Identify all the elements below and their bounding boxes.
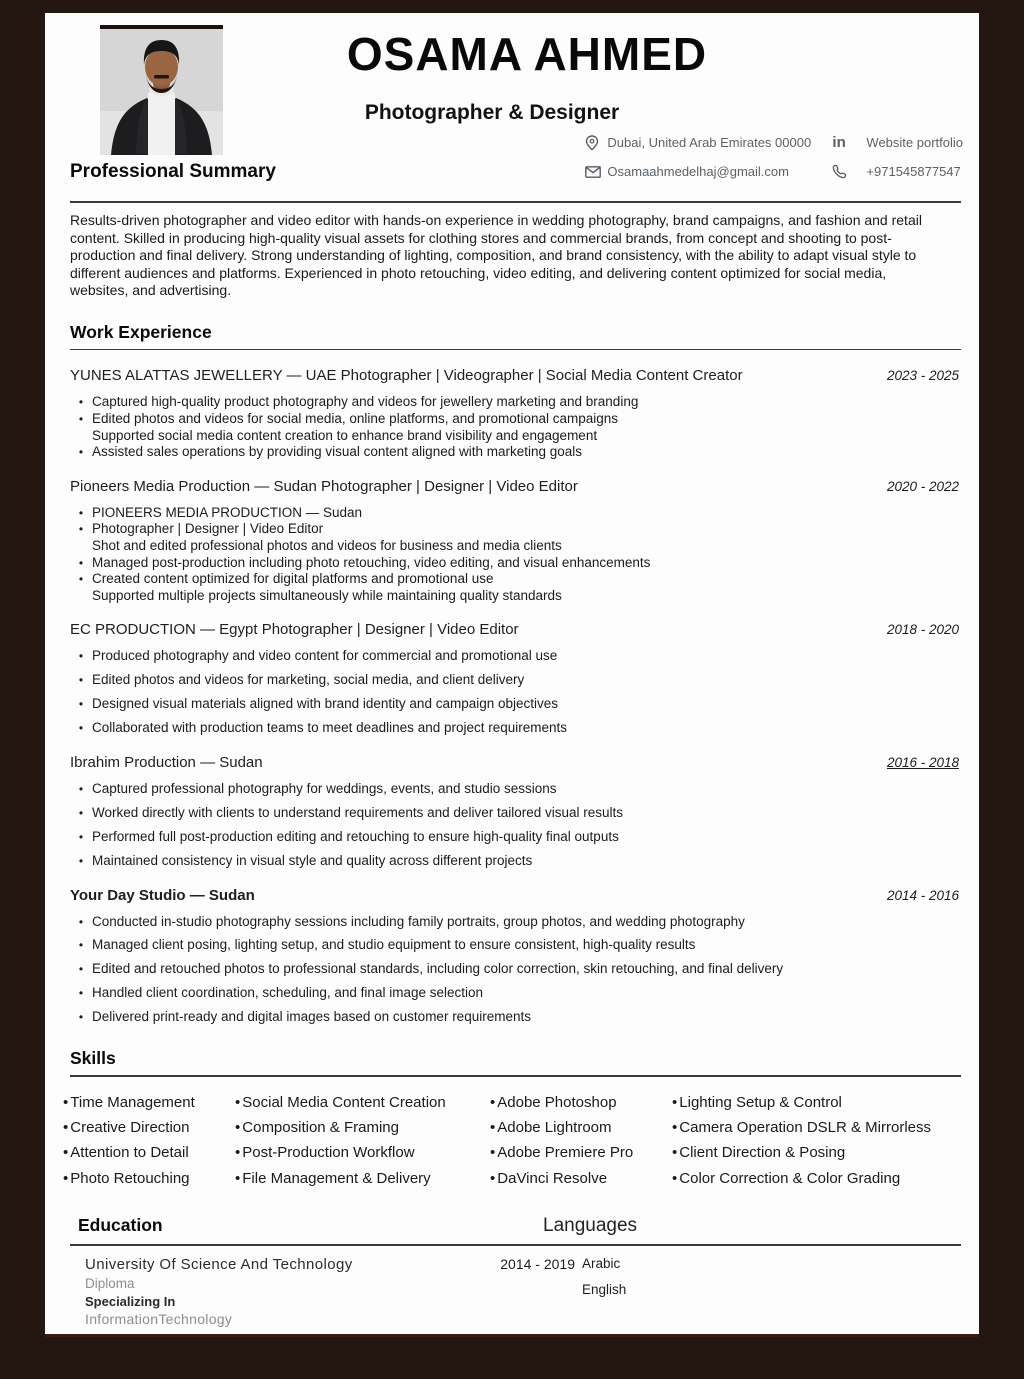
bullet-icon: • (78, 781, 84, 796)
divider (70, 201, 961, 203)
resume-page (45, 13, 979, 1337)
skill-label: Post-Production Workflow (242, 1144, 415, 1162)
contact-location: Dubai, United Arab Emirates 00000 (607, 135, 812, 150)
job-bullet-text: Captured professional photography for weddings, events, and studio sessions (92, 780, 557, 796)
bullet-icon: • (235, 1169, 241, 1187)
job-bullet (70, 853, 959, 870)
skill-item (63, 1166, 235, 1191)
skill-label: Time Management (70, 1093, 195, 1111)
job-title: EC PRODUCTION — Egypt Photographer | Designer | Video Editor (70, 621, 519, 639)
skill-item (672, 1115, 931, 1140)
job-bullet (70, 648, 959, 665)
education-specializing-label: Specializing In (85, 1293, 176, 1309)
job-header (70, 621, 959, 638)
job-bullet (70, 781, 959, 798)
job-title: YUNES ALATTAS JEWELLERY — UAE Photographer | Videographer | Social Media Content Creator (70, 367, 743, 385)
job-bullet-text: Edited and retouched photos to professional standards, including color correction, skin retouching, and final delivery (92, 961, 784, 977)
job-header (70, 478, 959, 495)
skill-item (235, 1166, 490, 1191)
job-bullet-text: Produced photography and video content for commercial and promotional use (92, 648, 558, 664)
bullet-icon: • (78, 649, 84, 664)
job-bullet (70, 985, 959, 1002)
bullet-icon: • (78, 986, 84, 1001)
phone-icon (832, 164, 866, 179)
skill-label: Lighting Setup & Control (679, 1093, 842, 1111)
job-bullet-text: Assisted sales operations by providing visual content aligned with marketing goals (92, 444, 583, 460)
contact-info (585, 134, 963, 179)
linkedin-icon: in (832, 134, 846, 151)
bullet-icon: • (78, 572, 84, 587)
skill-item (490, 1090, 672, 1115)
divider (70, 1244, 961, 1246)
job-bullet (70, 720, 959, 737)
resume-header (45, 13, 979, 201)
job-bullet (70, 696, 959, 713)
education-dates: 2014 - 2019 (500, 1255, 575, 1272)
bullet-icon: • (78, 673, 84, 688)
skills-column (235, 1090, 490, 1192)
job-bullet (70, 672, 959, 689)
education-languages-body (45, 1256, 979, 1327)
contact-email[interactable]: Osamaahmedelhaj@gmail.com (607, 164, 789, 179)
bullet-icon: • (78, 555, 84, 570)
bullet-icon: • (490, 1144, 496, 1162)
job-bullet (70, 805, 959, 822)
language-item: Arabic (582, 1255, 621, 1271)
skill-label: File Management & Delivery (242, 1169, 431, 1187)
email-icon (585, 166, 607, 178)
skill-label: Client Direction & Posing (679, 1144, 846, 1162)
experience-heading: Work Experience (70, 321, 212, 342)
job-header (70, 367, 959, 384)
bullet-icon: • (78, 522, 84, 537)
skill-item (63, 1090, 235, 1115)
languages-heading: Languages (543, 1215, 638, 1237)
summary-text: Results-driven photographer and video editor with hands-on experience in wedding photography, brand campaigns, and fashion and retail content. Skilled in producing high-quality visual assets for clothing stores and commercial brands, from concept and shooting to post-production and final delivery. Strong understanding of lighting, composition, and brand consistency, with the ability to adapt visual style to different audiences and platforms. Experienced in photo retouching, video editing, and delivering content optimized for social media, websites, and advertising. (70, 212, 922, 299)
divider (70, 349, 961, 351)
job-bullet-text: Handled client coordination, scheduling, and final image selection (92, 985, 483, 1001)
education-specialization: InformationTechnology (85, 1310, 233, 1327)
job-dates: 2014 - 2016 (886, 887, 959, 903)
job-header (70, 754, 959, 771)
job-bullet (70, 1009, 959, 1026)
skill-label: Photo Retouching (70, 1169, 190, 1187)
job-title: Your Day Studio — Sudan (70, 886, 255, 904)
job-bullet (70, 521, 959, 538)
skill-label: Attention to Detail (70, 1144, 189, 1162)
job-bullet-text: Managed client posing, lighting setup, and studio equipment to ensure consistent, high-quality results (92, 937, 696, 953)
job-bullet (70, 937, 959, 954)
skill-item (490, 1140, 672, 1165)
bullet-icon: • (235, 1093, 241, 1111)
job-bullet-text: Supported multiple projects simultaneously while maintaining quality standards (92, 587, 562, 603)
job-bullet (70, 914, 959, 931)
job-bullet (70, 505, 959, 522)
bullet-icon: • (672, 1118, 678, 1136)
bullet-icon: • (78, 829, 84, 844)
skill-label: Composition & Framing (242, 1118, 399, 1136)
job-bullet (70, 394, 959, 411)
job-bullet (70, 961, 959, 978)
job-entry (70, 621, 959, 737)
job-bullet-text: Maintained consistency in visual style and quality across different projects (92, 852, 533, 868)
job-bullet (70, 829, 959, 846)
education-heading: Education (78, 1215, 163, 1236)
bullet-icon: • (490, 1118, 496, 1136)
skills-column (63, 1090, 235, 1192)
job-bullet-text: Worked directly with clients to understand requirements and deliver tailored visual results (92, 804, 624, 820)
bullet-icon: • (63, 1169, 69, 1187)
education-school-row (85, 1256, 575, 1273)
bullet-icon: • (78, 412, 84, 427)
job-header (70, 887, 959, 904)
skills-column (490, 1090, 672, 1192)
skill-label: DaVinci Resolve (497, 1169, 608, 1187)
skill-label: Social Media Content Creation (242, 1093, 446, 1111)
jobs-list (70, 367, 959, 1026)
skill-item (235, 1140, 490, 1165)
skill-item (235, 1090, 490, 1115)
job-bullet-list (70, 505, 959, 605)
bullet-icon: • (78, 505, 84, 520)
bullet-icon: • (78, 914, 84, 929)
skills-grid (63, 1090, 969, 1192)
bullet-icon: • (63, 1093, 69, 1111)
skill-item (672, 1090, 931, 1115)
bullet-icon: • (490, 1169, 496, 1187)
skill-item (490, 1115, 672, 1140)
job-bullet-text: Edited photos and videos for social media, online platforms, and promotional campaigns (92, 411, 619, 427)
skill-item (672, 1140, 931, 1165)
bullet-icon: • (235, 1118, 241, 1136)
job-bullet-text: PIONEERS MEDIA PRODUCTION — Sudan (92, 504, 363, 520)
bullet-icon: • (78, 395, 84, 410)
job-bullet (70, 538, 959, 555)
bullet-icon: • (490, 1093, 496, 1111)
skills-heading: Skills (70, 1048, 116, 1069)
education-entry (45, 1255, 575, 1327)
bullet-icon: • (672, 1144, 678, 1162)
job-bullet-text: Supported social media content creation to enhance brand visibility and engagement (92, 427, 598, 443)
divider (70, 1075, 961, 1077)
job-bullet-text: Captured high-quality product photography and videos for jewellery marketing and branding (92, 394, 639, 410)
job-entry (70, 367, 959, 460)
job-dates: 2023 - 2025 (886, 368, 959, 384)
job-dates: 2018 - 2020 (886, 622, 959, 638)
bullet-icon: • (78, 721, 84, 736)
job-bullet-list (70, 648, 959, 737)
job-bullet-text: Shot and edited professional photos and videos for business and media clients (92, 538, 562, 554)
education-school: University Of Science And Technology (85, 1255, 353, 1273)
skill-item (235, 1115, 490, 1140)
job-bullet-text: Delivered print-ready and digital images based on customer requirements (92, 1009, 531, 1025)
bullet-icon: • (78, 853, 84, 868)
job-dates: 2020 - 2022 (886, 478, 959, 494)
job-bullet-text: Collaborated with production teams to meet deadlines and project requirements (92, 720, 568, 736)
skill-label: Color Correction & Color Grading (679, 1169, 901, 1187)
bullet-icon: • (78, 962, 84, 977)
education-languages-headings (45, 1215, 979, 1244)
job-bullet-text: Edited photos and videos for marketing, social media, and client delivery (92, 672, 525, 688)
bullet-icon: • (78, 697, 84, 712)
skill-label: Adobe Premiere Pro (497, 1144, 634, 1162)
job-bullet-text: Photographer | Designer | Video Editor (92, 521, 324, 537)
skill-label: Camera Operation DSLR & Mirrorless (679, 1118, 932, 1136)
contact-website[interactable]: Website portfolio (866, 135, 963, 150)
job-entry (70, 478, 959, 605)
job-bullet-list (70, 914, 959, 1027)
contact-phone[interactable]: +971545877547 (866, 164, 961, 179)
job-entry (70, 887, 959, 1027)
bullet-icon: • (78, 938, 84, 953)
skills-column (672, 1090, 931, 1192)
languages-list (510, 1256, 626, 1327)
education-degree: Diploma (85, 1275, 135, 1291)
job-dates: 2016 - 2018 (886, 754, 959, 770)
skill-item (63, 1115, 235, 1140)
job-bullet (70, 428, 959, 445)
job-bullet-text: Conducted in-studio photography sessions including family portraits, group photos, and wedding photography (92, 913, 745, 929)
job-bullet (70, 588, 959, 605)
summary-heading: Professional Summary (70, 161, 276, 182)
skill-item (63, 1140, 235, 1165)
bullet-icon: • (78, 805, 84, 820)
bullet-icon: • (672, 1169, 678, 1187)
job-bullet-list (70, 394, 959, 460)
job-bullet-text: Performed full post-production editing and retouching to ensure high-quality final outputs (92, 828, 619, 844)
skill-label: Adobe Photoshop (497, 1093, 617, 1111)
job-title: Pioneers Media Production — Sudan Photographer | Designer | Video Editor (70, 477, 578, 495)
job-entry (70, 754, 959, 870)
candidate-title: Photographer & Designer (364, 101, 620, 124)
candidate-name: OSAMA AHMED (346, 28, 708, 80)
bullet-icon: • (63, 1144, 69, 1162)
bullet-icon: • (78, 445, 84, 460)
job-title: Ibrahim Production — Sudan (70, 753, 263, 771)
bullet-icon: • (235, 1144, 241, 1162)
job-bullet-text: Designed visual materials aligned with brand identity and campaign objectives (92, 696, 559, 712)
job-bullet (70, 555, 959, 572)
language-item: English (582, 1281, 627, 1297)
skill-label: Creative Direction (70, 1118, 190, 1136)
skill-item (490, 1166, 672, 1191)
job-bullet (70, 444, 959, 461)
bullet-icon: • (63, 1118, 69, 1136)
bullet-icon: • (672, 1093, 678, 1111)
skill-item (672, 1166, 931, 1191)
job-bullet-list (70, 781, 959, 870)
job-bullet (70, 571, 959, 588)
location-pin-icon (585, 135, 607, 151)
job-bullet-text: Managed post-production including photo retouching, video editing, and visual enhancements (92, 554, 651, 570)
job-bullet (70, 411, 959, 428)
job-bullet-text: Created content optimized for digital platforms and promotional use (92, 571, 494, 587)
skill-label: Adobe Lightroom (497, 1118, 612, 1136)
bullet-icon: • (78, 1010, 84, 1025)
